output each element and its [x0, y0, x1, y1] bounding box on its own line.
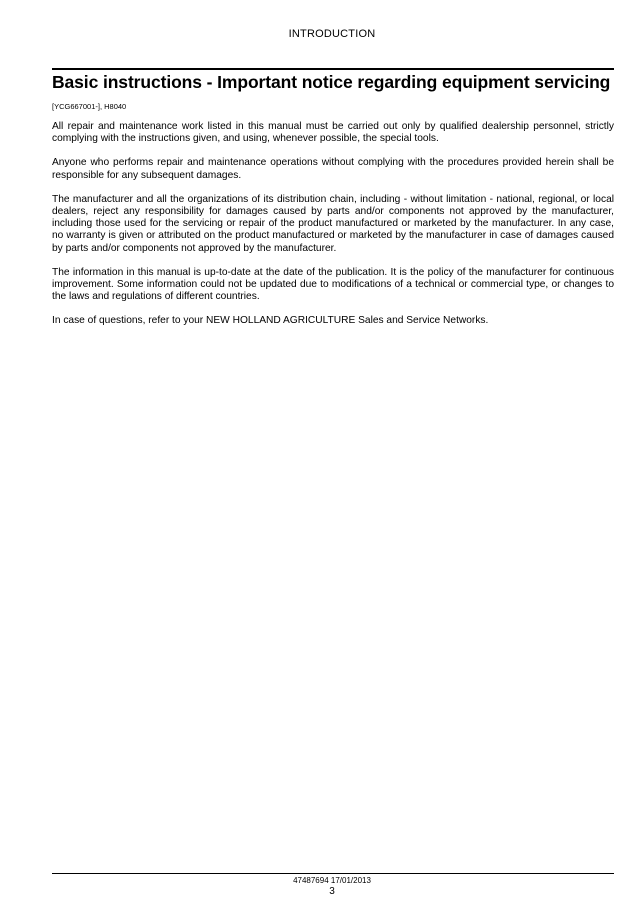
page-number: 3 [329, 886, 335, 897]
footer-divider [52, 873, 614, 874]
paragraph-manufacturer-liability: The manufacturer and all the organizations of its distribution chain, including - without limitation - national, regional, or local dealers, reject any responsibility for damages caused by parts and/or components not approved by the manufacturer, including those used for the servicing or repair of the product manufactured or marketed by the manufacturer. In any case, no warranty is given or attributed on the product manufactured or marketed by the manufacturer in case of damages caused by parts and/or components not approved by the manufacturer. [52, 193, 614, 254]
paragraph-responsibility: Anyone who performs repair and maintenance operations without complying with the procedures provided herein shall be responsible for any subsequent damages. [52, 157, 614, 181]
footer-document-info: 47487694 17/01/2013 [293, 876, 371, 885]
paragraph-qualified-personnel: All repair and maintenance work listed in this manual must be carried out only by qualified dealership personnel, strictly complying with the instructions given, and using, whenever possible, the special tools. [52, 121, 614, 145]
document-body [52, 68, 614, 340]
paragraph-questions-contact: In case of questions, refer to your NEW HOLLAND AGRICULTURE Sales and Service Networks. [52, 315, 489, 327]
document-reference: [YCG667001-], H8040 [52, 102, 127, 111]
page-title: Basic instructions - Important notice regarding equipment servicing [52, 68, 614, 96]
paragraph-information-currency: The information in this manual is up-to-date at the date of the publication. It is the policy of the manufacturer for continuous improvement. Some information could not be updated due to modifications of a technical or commercial type, or changes to the laws and regulations of different countries. [52, 266, 614, 303]
page-header: INTRODUCTION [288, 28, 376, 40]
